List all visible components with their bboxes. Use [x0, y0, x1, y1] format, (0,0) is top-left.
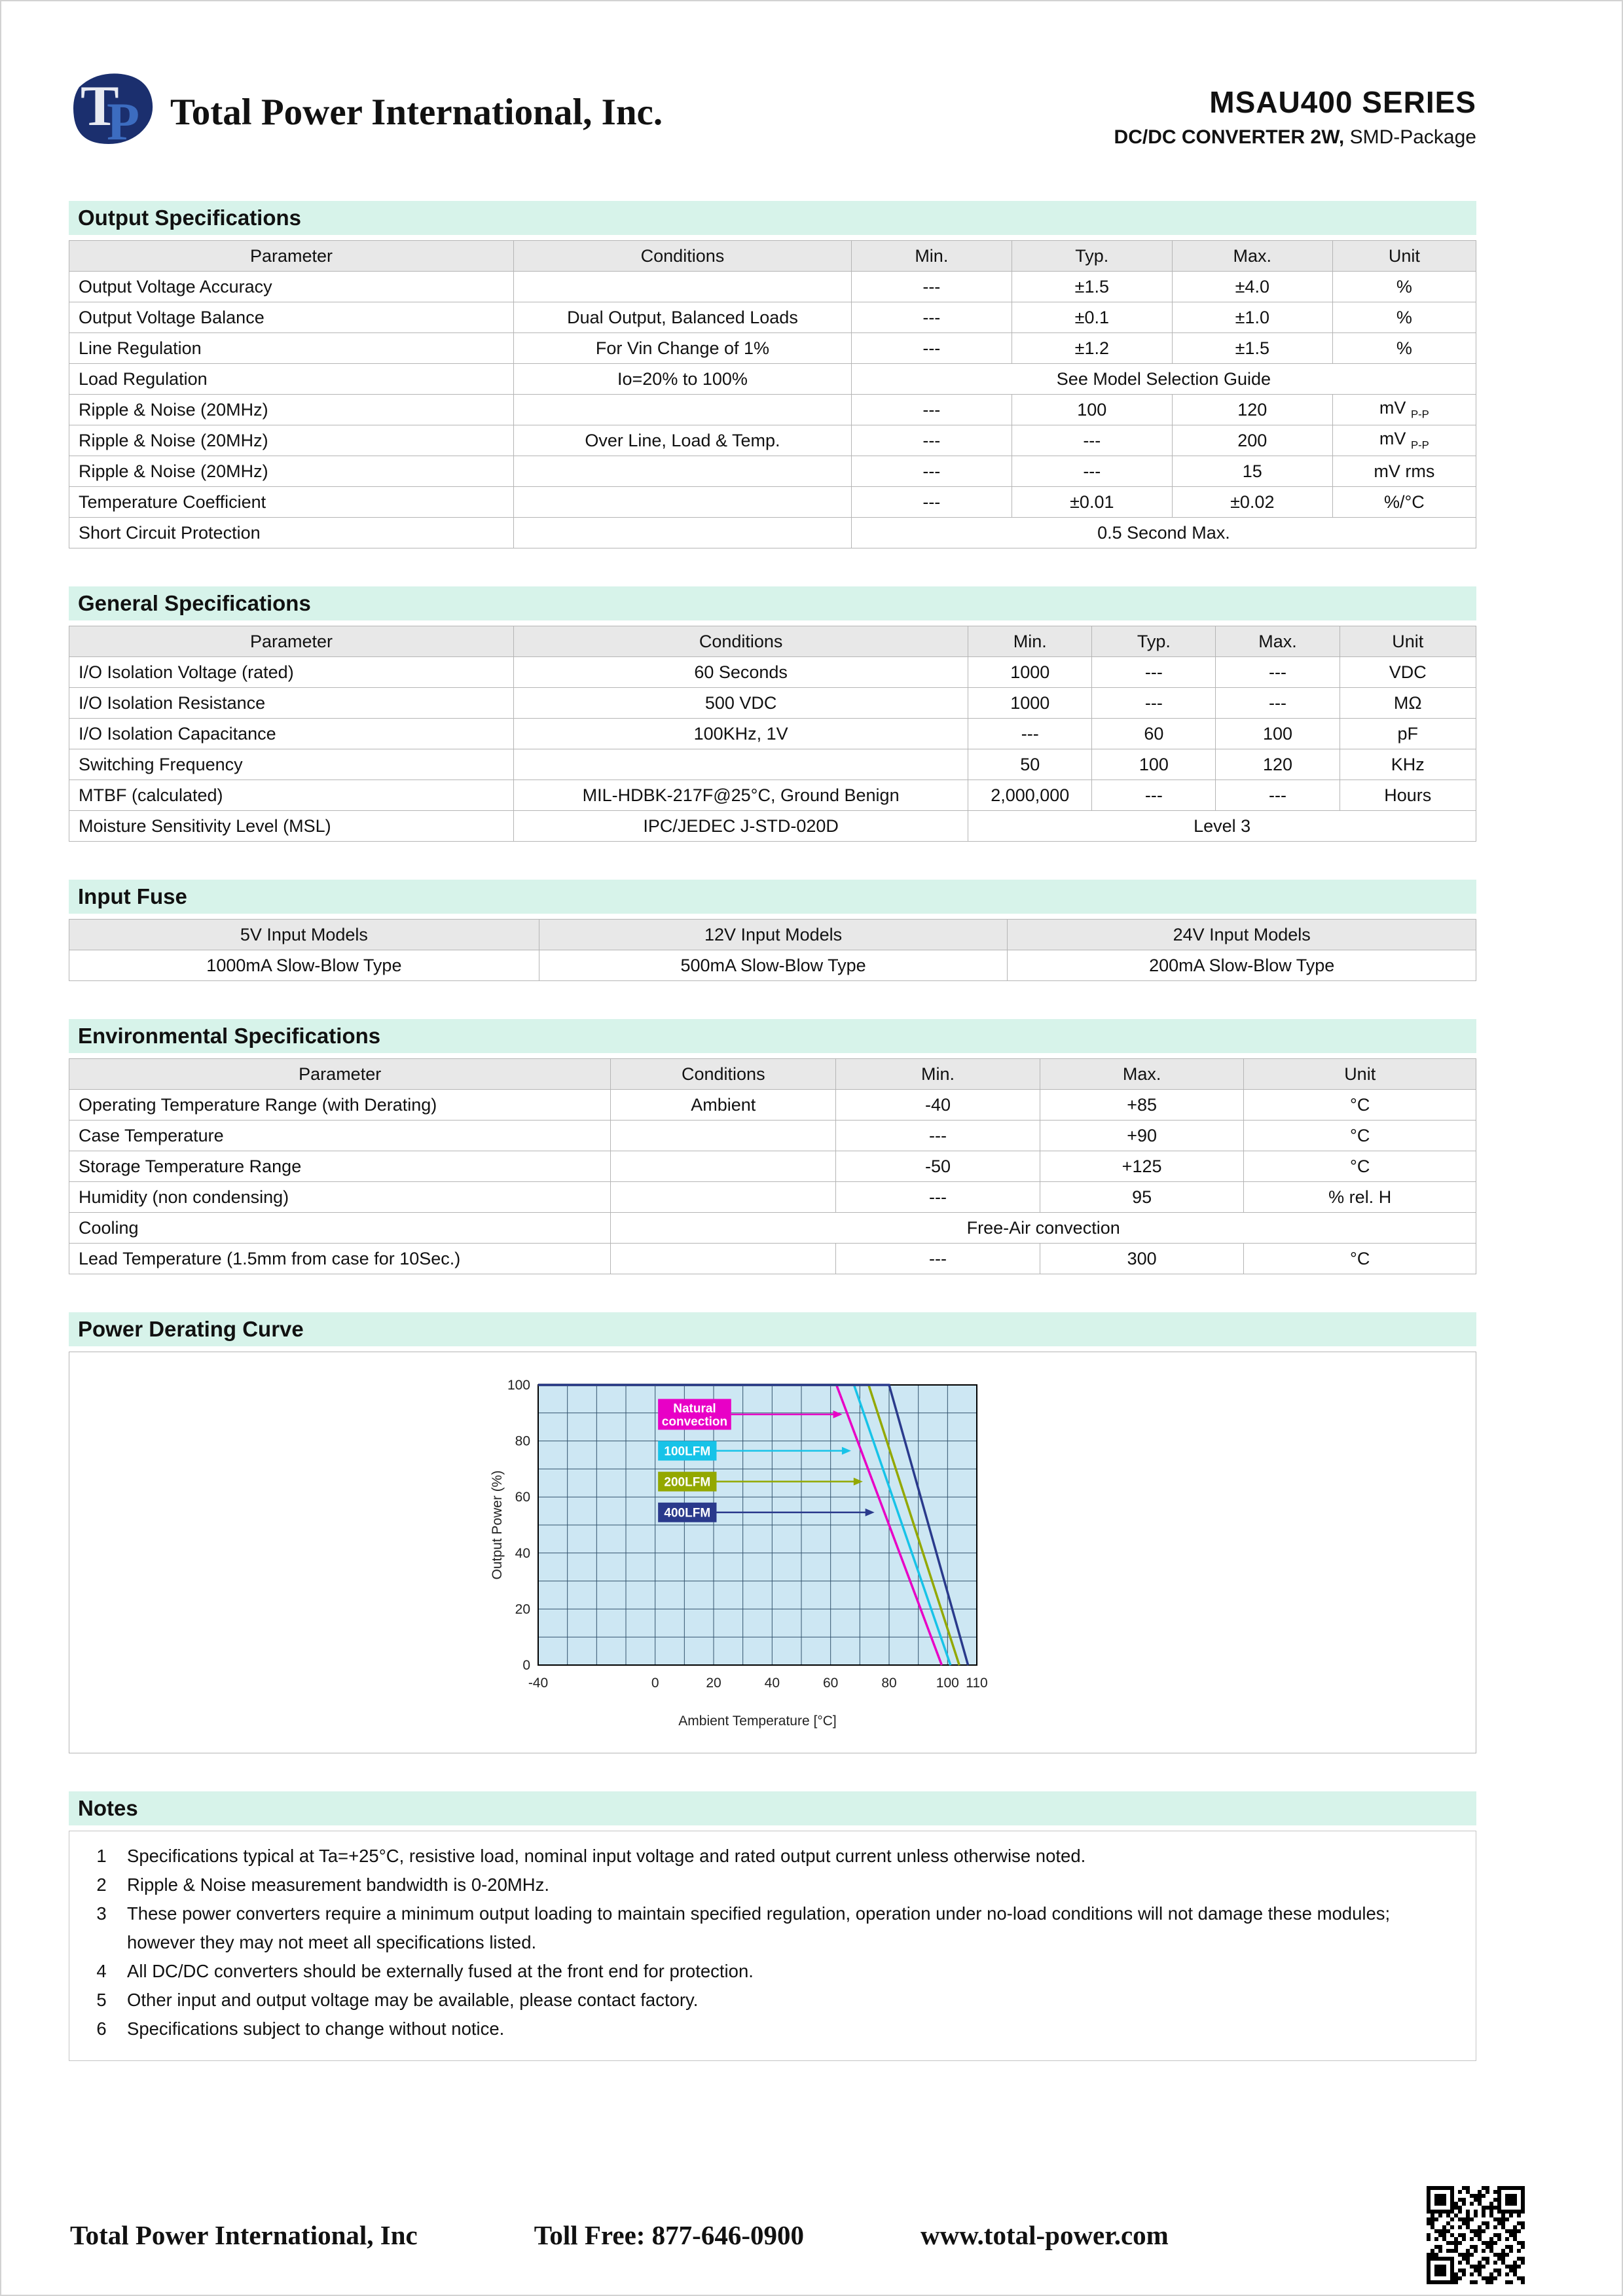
table-cell: ---	[1012, 456, 1172, 487]
svg-text:convection: convection	[661, 1414, 728, 1429]
table-cell: ---	[851, 302, 1012, 333]
table-cell: mV $_{P-P}$	[1332, 395, 1476, 425]
table-cell: ±0.02	[1172, 487, 1332, 518]
footer-company: Total Power International, Inc	[70, 2220, 418, 2250]
column-header: Min.	[968, 626, 1092, 657]
table-cell: ±1.5	[1172, 333, 1332, 364]
section-title-general-specifications: General Specifications	[69, 586, 1476, 620]
table-cell: Line Regulation	[69, 333, 514, 364]
note-item	[76, 1899, 1469, 1957]
table-cell: % rel. H	[1244, 1182, 1476, 1213]
svg-text:40: 40	[515, 1545, 530, 1561]
notes-list	[69, 1831, 1476, 2061]
section-title-input-fuse: Input Fuse	[69, 880, 1476, 914]
svg-text:0: 0	[651, 1676, 659, 1691]
table-cell: ±1.5	[1012, 272, 1172, 302]
note-item	[76, 2015, 1469, 2043]
table-cell: I/O Isolation Capacitance	[69, 719, 514, 749]
svg-text:Natural: Natural	[673, 1401, 716, 1416]
column-header: 24V Input Models	[1008, 920, 1476, 950]
svg-text:100: 100	[507, 1378, 530, 1393]
section-title-environmental-specifications: Environmental Specifications	[69, 1019, 1476, 1053]
table-cell: See Model Selection Guide	[851, 364, 1476, 395]
footer-phone: Toll Free: 877-646-0900	[534, 2220, 804, 2250]
product-subtitle	[1114, 126, 1476, 149]
table-cell	[611, 1244, 836, 1274]
note-number: 6	[96, 2018, 107, 2039]
table-cell: 1000	[968, 657, 1092, 688]
table-row	[69, 780, 1476, 811]
table-cell: mV $_{P-P}$	[1332, 425, 1476, 456]
column-header: Conditions	[514, 241, 852, 272]
note-text: Specifications typical at Ta=+25°C, resistive load, nominal input voltage and rated output current unless otherwise noted.	[127, 1846, 1086, 1866]
table-cell: ---	[851, 425, 1012, 456]
general-specs-table	[69, 626, 1476, 842]
svg-text:20: 20	[706, 1676, 721, 1691]
table-cell: ---	[836, 1244, 1040, 1274]
column-header: 5V Input Models	[69, 920, 539, 950]
note-item	[76, 1871, 1469, 1899]
table-cell: 100KHz, 1V	[514, 719, 968, 749]
table-cell: +125	[1040, 1151, 1244, 1182]
note-number: 5	[96, 1990, 107, 2010]
table-cell: 500 VDC	[514, 688, 968, 719]
note-number: 2	[96, 1874, 107, 1895]
column-header: 12V Input Models	[539, 920, 1008, 950]
table-cell: °C	[1244, 1151, 1476, 1182]
table-cell: °C	[1244, 1244, 1476, 1274]
table-cell: ---	[1216, 657, 1340, 688]
table-row	[69, 657, 1476, 688]
table-row	[69, 719, 1476, 749]
table-cell: %/°C	[1332, 487, 1476, 518]
table-cell: ---	[851, 395, 1012, 425]
table-row	[69, 811, 1476, 842]
subtitle-regular: SMD-Package	[1344, 126, 1476, 148]
input-fuse-table	[69, 919, 1476, 981]
table-cell: ±1.0	[1172, 302, 1332, 333]
logo-letter-t: T	[81, 75, 119, 138]
table-cell: %	[1332, 272, 1476, 302]
column-header: Conditions	[514, 626, 968, 657]
table-cell: ---	[1216, 780, 1340, 811]
note-item	[76, 1986, 1469, 2015]
table-cell: %	[1332, 333, 1476, 364]
table-cell	[514, 456, 852, 487]
section-title-power-derating-curve: Power Derating Curve	[69, 1312, 1476, 1346]
table-row	[69, 333, 1476, 364]
table-cell: VDC	[1340, 657, 1476, 688]
svg-text:60: 60	[822, 1676, 839, 1691]
table-cell: Temperature Coefficient	[69, 487, 514, 518]
environmental-specs-table	[69, 1058, 1476, 1274]
note-number: 1	[96, 1846, 107, 1866]
table-header-row	[69, 241, 1476, 272]
column-header: Max.	[1040, 1059, 1244, 1090]
note-text: Other input and output voltage may be available, please contact factory.	[127, 1990, 699, 2010]
table-cell: ---	[1092, 780, 1216, 811]
svg-text:80: 80	[881, 1676, 897, 1691]
table-cell: ---	[836, 1182, 1040, 1213]
table-cell: I/O Isolation Resistance	[69, 688, 514, 719]
table-cell: Switching Frequency	[69, 749, 514, 780]
table-cell: Humidity (non condensing)	[69, 1182, 611, 1213]
table-cell: 95	[1040, 1182, 1244, 1213]
table-cell	[514, 749, 968, 780]
table-row	[69, 302, 1476, 333]
qr-code	[1427, 2186, 1525, 2284]
brand-block	[69, 70, 663, 149]
svg-text:110: 110	[966, 1676, 988, 1691]
note-text: These power converters require a minimum output loading to maintain specified regulation, operation under no-load conditions will not damage these modules; however they may not meet all specifications listed.	[127, 1903, 1391, 1952]
column-header: Min.	[836, 1059, 1040, 1090]
table-cell: ---	[851, 333, 1012, 364]
table-header-row	[69, 626, 1476, 657]
table-cell: 0.5 Second Max.	[851, 518, 1476, 548]
series-title: MSAU400 SERIES	[1209, 85, 1476, 119]
table-cell: ---	[851, 272, 1012, 302]
table-cell: For Vin Change of 1%	[514, 333, 852, 364]
x-axis-label: Ambient Temperature [°C]	[678, 1713, 837, 1729]
table-cell: ±1.2	[1012, 333, 1172, 364]
note-number: 4	[96, 1961, 107, 1981]
table-cell: Moisture Sensitivity Level (MSL)	[69, 811, 514, 842]
product-title-block	[1114, 70, 1476, 149]
svg-text:200LFM: 200LFM	[664, 1475, 711, 1490]
column-header: Typ.	[1012, 241, 1172, 272]
column-header: Unit	[1332, 241, 1476, 272]
table-cell: Ambient	[611, 1090, 836, 1121]
table-cell: pF	[1340, 719, 1476, 749]
logo-letter-p: P	[107, 92, 140, 149]
column-header: Max.	[1216, 626, 1340, 657]
table-row	[69, 1151, 1476, 1182]
table-row	[69, 688, 1476, 719]
note-item	[76, 1842, 1469, 1871]
table-header-row	[69, 920, 1476, 950]
column-header: Parameter	[69, 626, 514, 657]
table-cell: 200	[1172, 425, 1332, 456]
table-cell: mV rms	[1332, 456, 1476, 487]
table-cell: KHz	[1340, 749, 1476, 780]
subtitle-bold: DC/DC CONVERTER 2W,	[1114, 126, 1345, 148]
table-cell: 120	[1172, 395, 1332, 425]
table-cell: I/O Isolation Voltage (rated)	[69, 657, 514, 688]
table-cell: ---	[1012, 425, 1172, 456]
table-cell: ±0.01	[1012, 487, 1172, 518]
column-header: Min.	[851, 241, 1012, 272]
table-cell: ---	[1216, 688, 1340, 719]
table-cell: °C	[1244, 1090, 1476, 1121]
table-row	[69, 364, 1476, 395]
table-row	[69, 1182, 1476, 1213]
svg-text:100LFM: 100LFM	[664, 1444, 711, 1459]
table-cell: ±4.0	[1172, 272, 1332, 302]
section-title-notes: Notes	[69, 1791, 1476, 1825]
table-row	[69, 950, 1476, 981]
output-specs-table	[69, 240, 1476, 548]
table-cell: ---	[851, 487, 1012, 518]
table-cell	[611, 1182, 836, 1213]
section-title-output-specifications: Output Specifications	[69, 201, 1476, 235]
company-name: Total Power International, Inc.	[170, 91, 663, 133]
table-cell: Ripple & Noise (20MHz)	[69, 425, 514, 456]
table-cell: Over Line, Load & Temp.	[514, 425, 852, 456]
table-cell: Output Voltage Accuracy	[69, 272, 514, 302]
table-cell	[514, 272, 852, 302]
column-header: Conditions	[611, 1059, 836, 1090]
table-cell: MIL-HDBK-217F@25°C, Ground Benign	[514, 780, 968, 811]
table-cell: Storage Temperature Range	[69, 1151, 611, 1182]
table-cell: 200mA Slow-Blow Type	[1008, 950, 1476, 981]
table-cell: ---	[1092, 688, 1216, 719]
derating-chart	[484, 1369, 1061, 1736]
svg-text:400LFM: 400LFM	[664, 1506, 711, 1520]
table-row	[69, 487, 1476, 518]
svg-text:60: 60	[515, 1490, 530, 1505]
table-cell: 100	[1012, 395, 1172, 425]
column-header: Unit	[1340, 626, 1476, 657]
table-row	[69, 1213, 1476, 1244]
company-logo-icon	[69, 70, 157, 149]
table-row	[69, 1121, 1476, 1151]
table-cell: °C	[1244, 1121, 1476, 1151]
table-cell: Free-Air convection	[611, 1213, 1476, 1244]
table-cell	[514, 487, 852, 518]
table-cell: ---	[851, 456, 1012, 487]
table-cell: 100	[1216, 719, 1340, 749]
table-cell: MTBF (calculated)	[69, 780, 514, 811]
table-cell: 2,000,000	[968, 780, 1092, 811]
table-row	[69, 272, 1476, 302]
derating-chart-box	[69, 1352, 1476, 1753]
table-row	[69, 1090, 1476, 1121]
table-row	[69, 518, 1476, 548]
svg-text:40: 40	[764, 1676, 780, 1691]
table-cell: MΩ	[1340, 688, 1476, 719]
table-cell: %	[1332, 302, 1476, 333]
column-header: Max.	[1172, 241, 1332, 272]
table-header-row	[69, 1059, 1476, 1090]
svg-text:80: 80	[515, 1433, 530, 1449]
note-text: Specifications subject to change without notice.	[127, 2018, 505, 2039]
table-cell: Dual Output, Balanced Loads	[514, 302, 852, 333]
table-cell: -40	[836, 1090, 1040, 1121]
svg-text:20: 20	[515, 1602, 530, 1617]
table-cell	[514, 518, 852, 548]
table-cell: Output Voltage Balance	[69, 302, 514, 333]
table-cell: 50	[968, 749, 1092, 780]
table-cell: ---	[968, 719, 1092, 749]
table-row	[69, 395, 1476, 425]
table-row	[69, 425, 1476, 456]
table-cell: 15	[1172, 456, 1332, 487]
table-cell: Io=20% to 100%	[514, 364, 852, 395]
footer-website: www.total-power.com	[920, 2220, 1169, 2250]
table-cell: 1000mA Slow-Blow Type	[69, 950, 539, 981]
page-footer	[70, 2186, 1525, 2284]
table-cell: IPC/JEDEC J-STD-020D	[514, 811, 968, 842]
table-cell: 1000	[968, 688, 1092, 719]
svg-text:0: 0	[522, 1658, 530, 1673]
table-cell: ---	[1092, 657, 1216, 688]
svg-text:100: 100	[936, 1676, 959, 1691]
table-cell: Load Regulation	[69, 364, 514, 395]
column-header: Parameter	[69, 1059, 611, 1090]
column-header: Typ.	[1092, 626, 1216, 657]
note-text: All DC/DC converters should be externally fused at the front end for protection.	[127, 1961, 754, 1981]
table-cell: Ripple & Noise (20MHz)	[69, 456, 514, 487]
column-header: Unit	[1244, 1059, 1476, 1090]
table-cell: +85	[1040, 1090, 1244, 1121]
note-item	[76, 1957, 1469, 1986]
table-cell: 120	[1216, 749, 1340, 780]
table-cell: Ripple & Noise (20MHz)	[69, 395, 514, 425]
table-cell: 60 Seconds	[514, 657, 968, 688]
table-cell: 500mA Slow-Blow Type	[539, 950, 1008, 981]
table-cell: +90	[1040, 1121, 1244, 1151]
table-row	[69, 749, 1476, 780]
table-cell: 60	[1092, 719, 1216, 749]
table-row	[69, 1244, 1476, 1274]
y-axis-label: Output Power (%)	[490, 1470, 505, 1580]
svg-text:-40: -40	[528, 1676, 549, 1691]
table-cell	[611, 1121, 836, 1151]
table-cell: -50	[836, 1151, 1040, 1182]
table-cell: Operating Temperature Range (with Derating)	[69, 1090, 611, 1121]
table-cell: Lead Temperature (1.5mm from case for 10Sec.)	[69, 1244, 611, 1274]
table-cell: 300	[1040, 1244, 1244, 1274]
table-cell	[514, 395, 852, 425]
table-cell: Case Temperature	[69, 1121, 611, 1151]
table-cell: Level 3	[968, 811, 1476, 842]
table-cell: Cooling	[69, 1213, 611, 1244]
table-cell: ---	[836, 1121, 1040, 1151]
table-cell	[611, 1151, 836, 1182]
note-text: Ripple & Noise measurement bandwidth is 0-20MHz.	[127, 1874, 550, 1895]
table-cell: Short Circuit Protection	[69, 518, 514, 548]
table-cell: ±0.1	[1012, 302, 1172, 333]
table-row	[69, 456, 1476, 487]
table-cell: 100	[1092, 749, 1216, 780]
column-header: Parameter	[69, 241, 514, 272]
page-header	[69, 70, 1476, 149]
table-cell: Hours	[1340, 780, 1476, 811]
note-number: 3	[96, 1903, 107, 1924]
